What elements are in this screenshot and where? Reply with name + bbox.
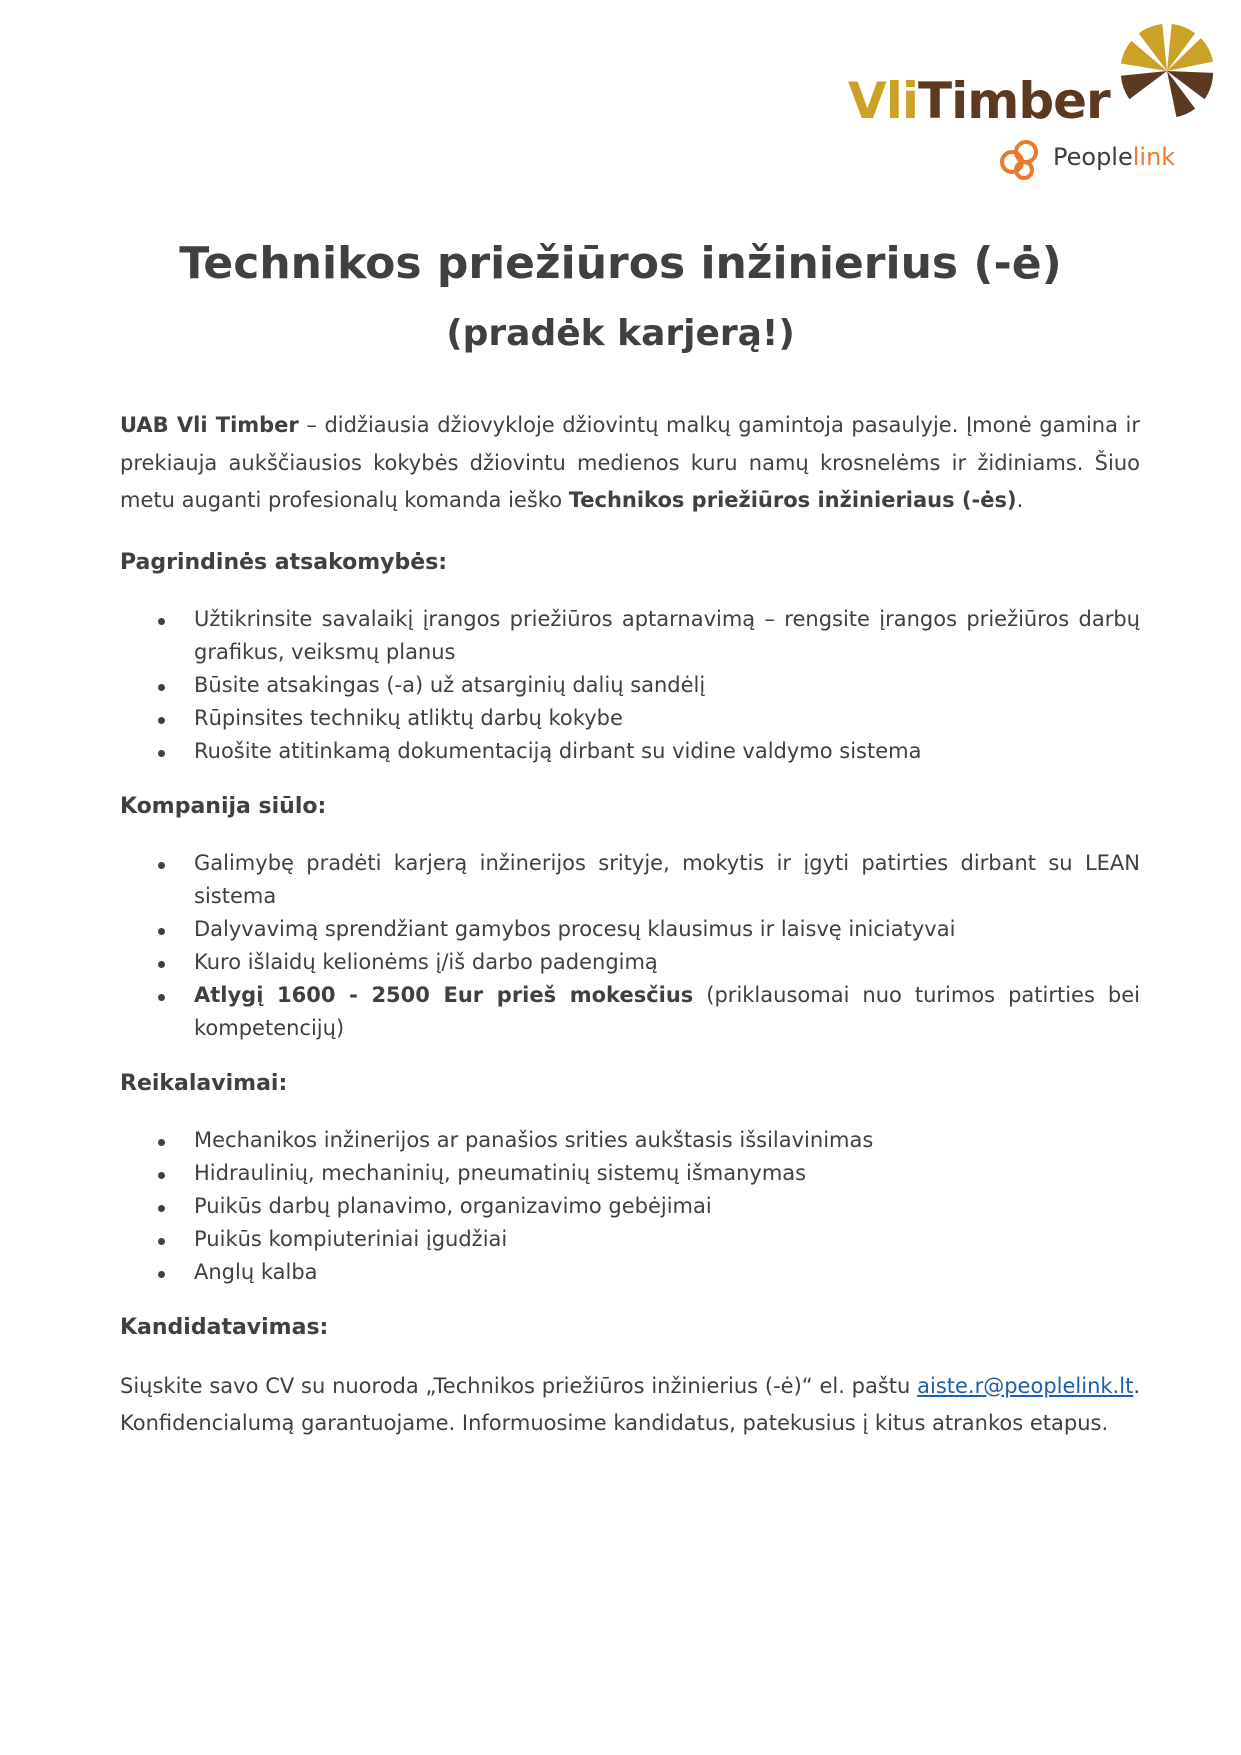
salary-note: (priklausomai nuo turimos patirties bei kompetencijų)	[194, 982, 1140, 1040]
list-item: Hidraulinių, mechaninių, pneumatinių sistemų išmanymas	[120, 1157, 1140, 1190]
peoplelink-logo	[1053, 145, 1175, 169]
list-item: Anglų kalba	[120, 1256, 1140, 1289]
list-item: Puikūs darbų planavimo, organizavimo gebėjimai	[120, 1190, 1140, 1223]
logo-vli-text: Vli	[848, 72, 918, 130]
requirements-heading: Reikalavimai:	[120, 1070, 288, 1096]
responsibilities-heading: Pagrindinės atsakomybės:	[120, 549, 448, 575]
list-item: Užtikrinsite savalaikį įrangos priežiūros aptarnavimą – rengsite įrangos priežiūros darbų grafikus, veiksmų planus	[120, 603, 1140, 669]
logo-timber-text: Timber	[917, 72, 1110, 130]
list-item: Galimybę pradėti karjerą inžinerijos srityje, mokytis ir įgyti patirties dirbant su LEAN sistema	[120, 847, 1140, 913]
page-subtitle: (pradėk karjerą!)	[446, 313, 795, 354]
vli-sun-icon	[1120, 24, 1214, 118]
list-item: Mechanikos inžinerijos ar panašios srities aukštasis išsilavinimas	[120, 1124, 1140, 1157]
offer-heading: Kompanija siūlo:	[120, 793, 327, 819]
intro-text: – didžiausia džiovykloje džiovintų malkų gamintoja pasaulyje. Įmonė gamina ir prekiauja aukščiausios kokybės džiovintu medienos kuru namų krosnelėms ir židiniams. Šiuo metu auganti profesionalų komanda ieško	[120, 413, 1141, 512]
logo-people-text: People	[1053, 143, 1133, 171]
application-text: Siųskite savo CV su nuoroda „Technikos priežiūros inžinierius (-ė)“ el. paštu	[120, 1373, 918, 1398]
list-item	[120, 979, 1140, 1045]
list-item: Dalyvavimą sprendžiant gamybos procesų klausimus ir laisvę iniciatyvai	[120, 913, 1140, 946]
application-text-end: . Konfidencialumą garantuojame. Informuosime kandidatus, patekusius į kitus atrankos etapus.	[120, 1373, 1140, 1435]
list-item: Ruošite atitinkamą dokumentaciją dirbant su vidine valdymo sistema	[120, 735, 1140, 768]
intro-text-end: .	[1016, 488, 1024, 512]
application-paragraph	[120, 1368, 1140, 1443]
peoplelink-mark-icon	[998, 138, 1042, 182]
company-name: UAB Vli Timber	[120, 413, 299, 437]
logo-block	[848, 24, 1218, 194]
intro-paragraph	[120, 407, 1140, 520]
requirements-list	[120, 1124, 1140, 1289]
responsibilities-list	[120, 603, 1140, 768]
list-item: Kuro išlaidų kelionėms į/iš darbo padengimą	[120, 946, 1140, 979]
document-body	[120, 407, 1140, 1443]
vli-timber-logo	[848, 72, 1110, 130]
list-item: Rūpinsites technikų atliktų darbų kokybe	[120, 702, 1140, 735]
logo-link-text: link	[1132, 143, 1176, 171]
page-title: Technikos priežiūros inžinierius (-ė)	[179, 238, 1062, 289]
application-heading: Kandidatavimas:	[120, 1314, 329, 1340]
salary-text: Atlygį 1600 - 2500 Eur prieš mokesčius	[194, 982, 694, 1007]
position-name: Technikos priežiūros inžinieriaus (-ės)	[568, 488, 1017, 512]
list-item: Būsite atsakingas (-a) už atsarginių dalių sandėlį	[120, 669, 1140, 702]
offer-list	[120, 847, 1140, 1045]
list-item: Puikūs kompiuteriniai įgudžiai	[120, 1223, 1140, 1256]
email-link[interactable]: aiste.r@peoplelink.lt	[917, 1373, 1134, 1398]
